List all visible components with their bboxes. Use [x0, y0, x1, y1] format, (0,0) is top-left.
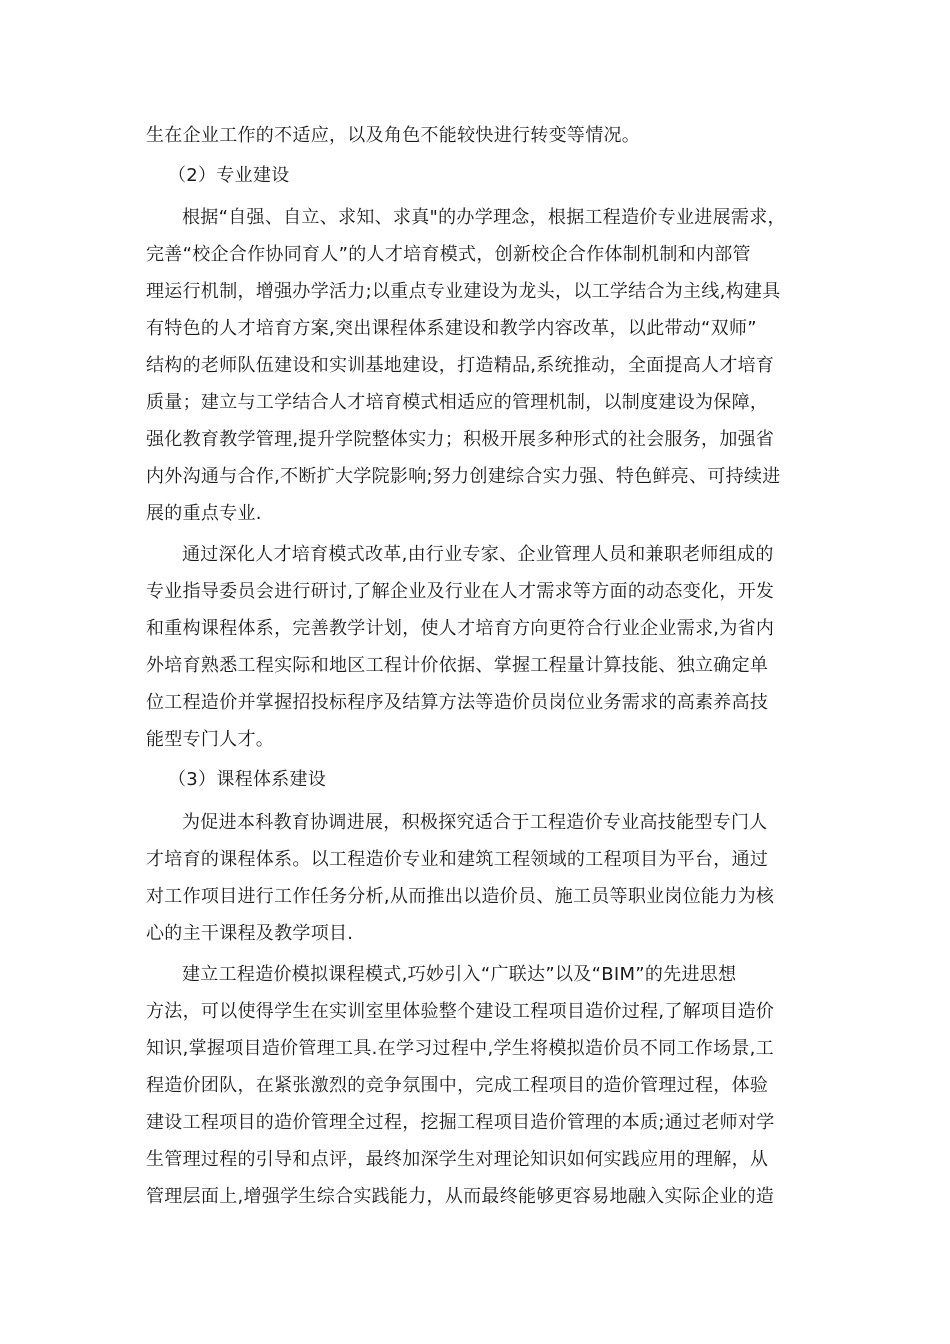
body-line: 位工程造价并掌握招投标程序及结算方法等造价员岗位业务需求的高素养高技	[146, 692, 769, 713]
body-line: 心的主干课程及教学项目.	[146, 923, 354, 944]
body-line: 强化教育教学管理,提升学院整体实力；积极开展多种形式的社会服务，加强省	[146, 429, 775, 450]
body-line: 外培育熟悉工程实际和地区工程计价依据、掌握工程量计算技能、独立确定单	[146, 655, 769, 676]
paragraph-first-line: 为促进本科教育协调进展，积极探究适合于工程造价专业高技能型专门人	[182, 812, 768, 833]
body-line: 内外沟通与合作,不断扩大学院影响;努力创建综合实力强、特色鲜亮、可持续进	[146, 466, 781, 487]
body-line: 知识,掌握项目造价管理工具.在学习过程中,学生将模拟造价员不同工作场景,工	[146, 1038, 774, 1059]
body-line: 生在企业工作的不适应，以及角色不能较快进行转变等情况。	[146, 125, 641, 146]
body-line: 完善“校企合作协同育人”的人才培育模式，创新校企合作体制机制和内部管	[146, 244, 751, 265]
body-line: 质量；建立与工学结合人才培育模式相适应的管理机制，以制度建设为保障，	[146, 392, 769, 413]
paragraph-first-line: 根据“自强、自立、求知、求真"的办学理念，根据工程造价专业进展需求，	[182, 207, 786, 228]
body-line: 和重构课程体系，完善教学计划，使人才培育方向更符合行业企业需求,为省内	[146, 618, 775, 639]
body-line: 理运行机制，增强办学活力;以重点专业建设为龙头，以工学结合为主线,构建具	[146, 281, 781, 302]
section-heading: （2）专业建设	[168, 165, 290, 186]
body-line: 专业指导委员会进行研讨,了解企业及行业在人才需求等方面的动态变化，开发	[146, 581, 775, 602]
section-heading: （3）课程体系建设	[168, 769, 327, 790]
body-line: 才培育的课程体系。以工程造价专业和建筑工程领域的工程项目为平台，通过	[146, 849, 769, 870]
paragraph-first-line: 通过深化人才培育模式改革,由行业专家、企业管理人员和兼职老师组成的	[182, 544, 774, 565]
body-line: 展的重点专业.	[146, 503, 262, 524]
paragraph-first-line: 建立工程造价模拟课程模式,巧妙引入“广联达”以及“BIM”的先进思想	[182, 964, 737, 985]
body-line: 建设工程项目的造价管理全过程，挖掘工程项目造价管理的本质;通过老师对学	[146, 1112, 775, 1133]
body-line: 对工作项目进行工作任务分析,从而推出以造价员、施工员等职业岗位能力为核	[146, 886, 775, 907]
body-line: 生管理过程的引导和点评，最终加深学生对理论知识如何实践应用的理解，从	[146, 1149, 769, 1170]
body-line: 程造价团队，在紧张激烈的竞争氛围中，完成工程项目的造价管理过程，体验	[146, 1075, 769, 1096]
body-line: 有特色的人才培育方案,突出课程体系建设和教学内容改革，以此带动“双师”	[146, 318, 757, 339]
body-line: 方法，可以使得学生在实训室里体验整个建设工程项目造价过程,了解项目造价	[146, 1001, 775, 1022]
body-line: 管理层面上,增强学生综合实践能力，从而最终能够更容易地融入实际企业的造	[146, 1186, 775, 1207]
body-line: 结构的老师队伍建设和实训基地建设，打造精品,系统推动，全面提高人才培育	[146, 355, 775, 376]
body-line: 能型专门人才。	[146, 729, 275, 750]
